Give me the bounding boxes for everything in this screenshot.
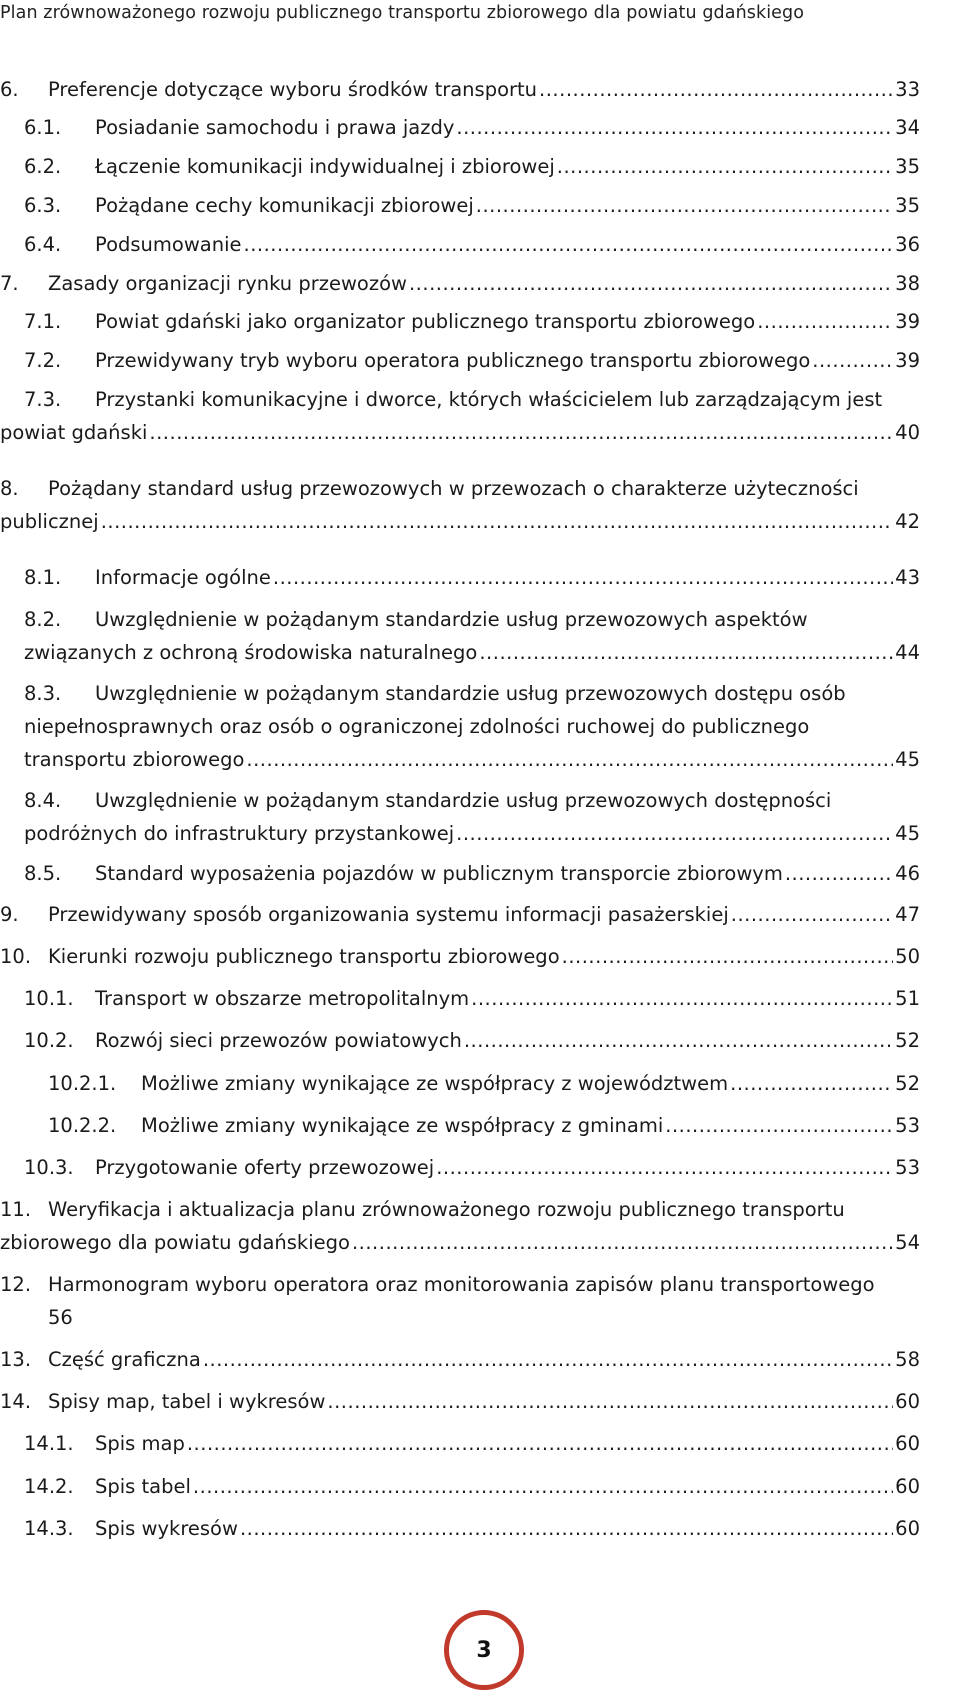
toc-entry-number: 7.1. [24,310,62,333]
toc-entry[interactable] [0,982,920,1015]
toc-page-number: 52 [895,1029,920,1052]
toc-page-number: 60 [895,1517,920,1540]
toc-entry[interactable] [0,383,920,449]
toc-entry[interactable] [0,267,920,300]
toc-page-number: 45 [895,748,920,771]
toc-entry-title: Harmonogram wyboru operatora oraz monitorowania zapisów planu transportowego [48,1273,875,1296]
toc-page-number: 53 [895,1156,920,1179]
toc-entry[interactable] [0,1268,920,1334]
toc-leader-dots [352,1226,893,1259]
toc-entry[interactable] [0,228,920,261]
toc-entry-title: Podsumowanie [95,233,242,256]
toc-leader-dots [203,1343,893,1376]
toc-entry-title: Standard wyposażenia pojazdów w publicznym transporcie zbiorowym [95,862,783,885]
toc-entry-title: Łączenie komunikacji indywidualnej i zbiorowej [95,155,555,178]
toc-entry-title-continued: podróżnych do infrastruktury przystankowej [24,822,455,845]
toc-entry-number: 6.1. [24,116,62,139]
page-number: 3 [476,1637,492,1663]
toc-leader-dots [562,940,894,973]
toc-entry-number: 9. [0,903,19,926]
toc-entry[interactable] [0,857,920,890]
toc-entry-number: 7.2. [24,349,62,372]
toc-leader-dots [456,111,893,144]
toc-entry-number: 6.2. [24,155,62,178]
toc-entry[interactable] [0,73,920,106]
toc-entry-title-continued: związanych z ochroną środowiska naturalnego [24,641,478,664]
toc-entry-number: 12. [0,1273,32,1296]
toc-leader-dots [479,636,893,669]
toc-page-number: 39 [895,349,920,372]
toc-entry-title: Przewidywany sposób organizowania systemu informacji pasażerskiej [48,903,729,926]
toc-page-number: 52 [895,1072,920,1095]
toc-entry-title: Weryfikacja i aktualizacja planu zrównoważonego rozwoju publicznego transportu [48,1198,845,1221]
toc-entry-title-continued: niepełnosprawnych oraz osób o ograniczonej zdolności ruchowej do publicznego [24,715,810,738]
toc-leader-dots [730,1067,893,1100]
toc-entry-title: Kierunki rozwoju publicznego transportu zbiorowego [48,945,560,968]
toc-entry[interactable] [0,1343,920,1376]
toc-entry-number: 8.1. [24,566,62,589]
toc-entry-title: Zasady organizacji rynku przewozów [48,272,407,295]
toc-entry[interactable] [0,1470,920,1503]
toc-leader-dots [539,73,893,106]
toc-entry-number: 8.5. [24,862,62,885]
toc-page-number: 46 [895,862,920,885]
toc-leader-dots [471,982,893,1015]
toc-entry[interactable] [0,472,920,538]
toc-entry[interactable] [0,1512,920,1545]
toc-leader-dots [246,743,893,776]
toc-leader-dots [273,561,893,594]
toc-entry[interactable] [0,150,920,183]
toc-leader-dots [757,305,893,338]
toc-entry[interactable] [0,677,920,776]
toc-leader-dots [327,1385,893,1418]
toc-page-number: 35 [895,194,920,217]
toc-entry[interactable] [0,189,920,222]
toc-entry-number: 14.2. [24,1475,74,1498]
toc-entry-number: 10. [0,945,32,968]
toc-entry-title: Posiadanie samochodu i prawa jazdy [95,116,455,139]
toc-leader-dots [101,505,893,538]
toc-entry-title: Pożądane cechy komunikacji zbiorowej [95,194,474,217]
toc-page-number: 45 [895,822,920,845]
page-number-badge [444,1610,524,1690]
toc-entry-title: Transport w obszarze metropolitalnym [95,987,470,1010]
toc-leader-dots [187,1427,893,1460]
toc-entry-title: Spis tabel [95,1475,191,1498]
toc-entry-number: 14.1. [24,1432,74,1455]
toc-entry[interactable] [0,898,920,931]
toc-entry-title: Powiat gdański jako organizator publicznego transportu zbiorowego [95,310,756,333]
toc-page-number: 42 [895,510,920,533]
toc-leader-dots [436,1151,893,1184]
toc-entry-title: Spis map [95,1432,185,1455]
toc-entry-title-continued: zbiorowego dla powiatu gdańskiego [0,1231,350,1254]
toc-page-number: 54 [895,1231,920,1254]
toc-leader-dots [240,1512,893,1545]
toc-entry-title-continued: 56 [48,1306,73,1329]
toc-entry-title-continued: transportu zbiorowego [24,748,245,771]
toc-leader-dots [476,189,893,222]
toc-entry-title-continued: powiat gdański [0,421,148,444]
toc-entry-number: 8. [0,477,19,500]
toc-leader-dots [665,1109,893,1142]
toc-entry-title: Uwzględnienie w pożądanym standardzie usług przewozowych aspektów [95,608,808,631]
toc-entry-number: 10.2. [24,1029,74,1052]
toc-page-number: 35 [895,155,920,178]
toc-entry-number: 6. [0,78,19,101]
toc-page-number: 44 [895,641,920,664]
toc-entry[interactable] [0,1024,920,1057]
toc-entry-number: 10.2.2. [48,1114,117,1137]
toc-leader-dots [409,267,893,300]
toc-page-number: 60 [895,1432,920,1455]
toc-entry-title: Możliwe zmiany wynikające ze współpracy z województwem [141,1072,729,1095]
toc-page-number: 60 [895,1475,920,1498]
toc-entry-title: Rozwój sieci przewozów powiatowych [95,1029,462,1052]
toc-page-number: 43 [895,566,920,589]
toc-entry-title: Pożądany standard usług przewozowych w przewozach o charakterze użyteczności [48,477,859,500]
toc-entry-number: 11. [0,1198,32,1221]
toc-entry-number: 6.3. [24,194,62,217]
toc-page-number: 53 [895,1114,920,1137]
toc-entry-number: 14.3. [24,1517,74,1540]
toc-entry-title: Część graficzna [48,1348,201,1371]
toc-leader-dots [193,1470,893,1503]
toc-entry[interactable] [0,344,920,377]
toc-page-number: 51 [895,987,920,1010]
toc-page-number: 47 [895,903,920,926]
toc-page-number: 38 [895,272,920,295]
toc-entry-title: Przewidywany tryb wyboru operatora publicznego transportu zbiorowego [95,349,811,372]
toc-entry-number: 14. [0,1390,32,1413]
toc-entry-number: 8.2. [24,608,62,631]
toc-leader-dots [785,857,893,890]
toc-leader-dots [731,898,893,931]
toc-leader-dots [149,416,893,449]
toc-entry-title: Przystanki komunikacyjne i dworce, których właścicielem lub zarządzającym jest [95,388,883,411]
toc-entry[interactable] [0,1385,920,1418]
toc-entry-number: 7.3. [24,388,62,411]
toc-entry[interactable] [0,603,920,669]
toc-leader-dots [456,817,893,850]
toc-entry[interactable] [0,1427,920,1460]
toc-leader-dots [812,344,893,377]
toc-entry-number: 8.4. [24,789,62,812]
toc-page-number: 36 [895,233,920,256]
toc-entry-title: Spisy map, tabel i wykresów [48,1390,326,1413]
toc-leader-dots [464,1024,893,1057]
toc-entry-title: Uwzględnienie w pożądanym standardzie usług przewozowych dostępu osób [95,682,846,705]
toc-entry-number: 10.2.1. [48,1072,117,1095]
toc-page-number: 50 [895,945,920,968]
toc-entry[interactable] [0,1151,920,1184]
toc-page-number: 60 [895,1390,920,1413]
toc-entry[interactable] [0,1067,920,1100]
document-header: Plan zrównoważonego rozwoju publicznego transportu zbiorowego dla powiatu gdańskiego [0,3,805,23]
toc-entry[interactable] [0,111,920,144]
toc-entry-title: Przygotowanie oferty przewozowej [95,1156,435,1179]
toc-entry-title-continued: publicznej [0,510,99,533]
toc-entry-number: 6.4. [24,233,62,256]
toc-entry-number: 10.3. [24,1156,74,1179]
toc-entry-title: Możliwe zmiany wynikające ze współpracy z gminami [141,1114,664,1137]
toc-entry[interactable] [0,305,920,338]
toc-entry-number: 8.3. [24,682,62,705]
toc-page-number: 40 [895,421,920,444]
toc-page-number: 39 [895,310,920,333]
toc-entry[interactable] [0,940,920,973]
toc-page-number: 34 [895,116,920,139]
toc-entry-number: 10.1. [24,987,74,1010]
toc-entry[interactable] [0,1109,920,1142]
toc-entry-title: Spis wykresów [95,1517,238,1540]
toc-entry[interactable] [0,1193,920,1259]
toc-entry-number: 13. [0,1348,32,1371]
toc-entry-title: Informacje ogólne [95,566,271,589]
toc-entry-title: Preferencje dotyczące wyboru środków transportu [48,78,538,101]
toc-page-number: 58 [895,1348,920,1371]
toc-leader-dots [244,228,894,261]
toc-page-number: 33 [895,78,920,101]
toc-entry[interactable] [0,561,920,594]
toc-entry-number: 7. [0,272,19,295]
toc-leader-dots [557,150,893,183]
toc-entry-title: Uwzględnienie w pożądanym standardzie usług przewozowych dostępności [95,789,832,812]
toc-entry[interactable] [0,784,920,850]
